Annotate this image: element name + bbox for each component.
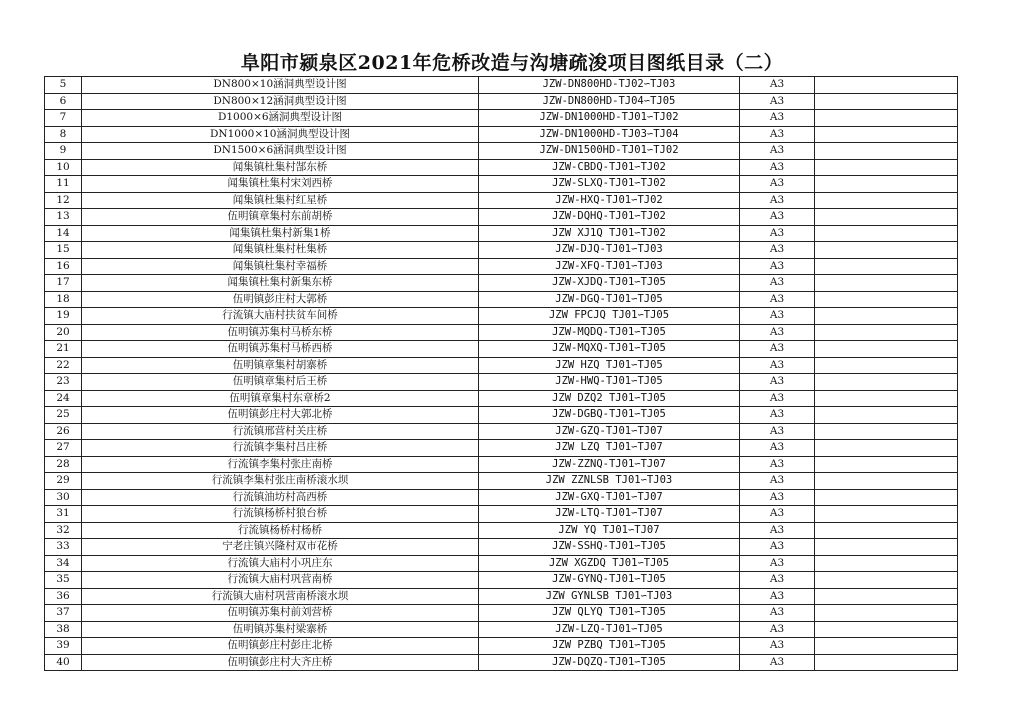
drawing-name-cell: 宁老庄镇兴隆村双市花桥 (82, 539, 479, 556)
remarks-cell (815, 605, 958, 622)
remarks-cell (815, 324, 958, 341)
row-number-cell: 40 (45, 654, 82, 671)
remarks-cell (815, 489, 958, 506)
table-row (45, 489, 958, 506)
drawing-code-cell: JZW-DGBQ-TJ01∽TJ05 (479, 407, 740, 424)
remarks-cell (815, 654, 958, 671)
drawing-code-cell: JZW-LTQ-TJ01∽TJ07 (479, 506, 740, 523)
table-row (45, 390, 958, 407)
row-number-cell: 35 (45, 572, 82, 589)
drawing-code-cell: JZW-SLXQ-TJ01∽TJ02 (479, 176, 740, 193)
remarks-cell (815, 473, 958, 490)
directory-body (45, 77, 958, 671)
drawing-name-cell: 行流镇杨桥村杨桥 (82, 522, 479, 539)
drawing-code-cell: JZW-CBDQ-TJ01∽TJ02 (479, 159, 740, 176)
remarks-cell (815, 588, 958, 605)
drawing-code-cell: JZW-DJQ-TJ01∽TJ03 (479, 242, 740, 259)
paper-size-cell: A3 (740, 159, 815, 176)
paper-size-cell: A3 (740, 440, 815, 457)
table-row (45, 159, 958, 176)
drawing-code-cell: JZW-DQZQ-TJ01∽TJ05 (479, 654, 740, 671)
drawing-name-cell: 行流镇大庙村巩营南桥 (82, 572, 479, 589)
row-number-cell: 9 (45, 143, 82, 160)
remarks-cell (815, 308, 958, 325)
paper-size-cell: A3 (740, 407, 815, 424)
drawing-name-cell: 行流镇李集村张庄南桥滚水坝 (82, 473, 479, 490)
row-number-cell: 7 (45, 110, 82, 127)
paper-size-cell: A3 (740, 588, 815, 605)
drawing-name-cell: 行流镇大庙村巩营南桥滚水坝 (82, 588, 479, 605)
drawing-name-cell: 行流镇油坊村高西桥 (82, 489, 479, 506)
drawing-name-cell: 行流镇大庙村小巩庄东 (82, 555, 479, 572)
paper-size-cell: A3 (740, 357, 815, 374)
paper-size-cell: A3 (740, 374, 815, 391)
remarks-cell (815, 506, 958, 523)
table-row (45, 588, 958, 605)
table-row (45, 242, 958, 259)
row-number-cell: 5 (45, 77, 82, 94)
paper-size-cell: A3 (740, 308, 815, 325)
drawing-code-cell: JZW QLYQ TJ01∽TJ05 (479, 605, 740, 622)
row-number-cell: 12 (45, 192, 82, 209)
table-row (45, 440, 958, 457)
paper-size-cell: A3 (740, 242, 815, 259)
drawing-code-cell: JZW-DN1000HD-TJ03∽TJ04 (479, 126, 740, 143)
table-row (45, 192, 958, 209)
paper-size-cell: A3 (740, 110, 815, 127)
drawing-code-cell: JZW-ZZNQ-TJ01∽TJ07 (479, 456, 740, 473)
drawing-code-cell: JZW-DGQ-TJ01∽TJ05 (479, 291, 740, 308)
remarks-cell (815, 258, 958, 275)
table-row (45, 110, 958, 127)
drawing-name-cell: 行流镇杨桥村狼台桥 (82, 506, 479, 523)
drawing-code-cell: JZW-XFQ-TJ01∽TJ03 (479, 258, 740, 275)
table-row (45, 143, 958, 160)
drawing-code-cell: JZW-HWQ-TJ01∽TJ05 (479, 374, 740, 391)
drawing-name-cell: 闻集镇杜集村幸福桥 (82, 258, 479, 275)
drawing-directory-table (44, 76, 958, 671)
remarks-cell (815, 242, 958, 259)
remarks-cell (815, 555, 958, 572)
table-row (45, 539, 958, 556)
paper-size-cell: A3 (740, 209, 815, 226)
row-number-cell: 33 (45, 539, 82, 556)
drawing-code-cell: JZW HZQ TJ01∽TJ05 (479, 357, 740, 374)
paper-size-cell: A3 (740, 506, 815, 523)
remarks-cell (815, 539, 958, 556)
table-row (45, 605, 958, 622)
drawing-name-cell: 伍明镇章集村东前胡桥 (82, 209, 479, 226)
paper-size-cell: A3 (740, 621, 815, 638)
table-row (45, 225, 958, 242)
paper-size-cell: A3 (740, 291, 815, 308)
remarks-cell (815, 423, 958, 440)
remarks-cell (815, 209, 958, 226)
table-row (45, 506, 958, 523)
paper-size-cell: A3 (740, 572, 815, 589)
table-row (45, 258, 958, 275)
drawing-name-cell: 闻集镇杜集村红星桥 (82, 192, 479, 209)
row-number-cell: 36 (45, 588, 82, 605)
table-row (45, 572, 958, 589)
paper-size-cell: A3 (740, 423, 815, 440)
remarks-cell (815, 93, 958, 110)
drawing-code-cell: JZW GYNLSB TJ01∽TJ03 (479, 588, 740, 605)
drawing-name-cell: 行流镇李集村张庄南桥 (82, 456, 479, 473)
row-number-cell: 20 (45, 324, 82, 341)
drawing-name-cell: D1000×6涵洞典型设计图 (82, 110, 479, 127)
drawing-name-cell: 伍明镇彭庄村大齐庄桥 (82, 654, 479, 671)
remarks-cell (815, 341, 958, 358)
row-number-cell: 13 (45, 209, 82, 226)
table-row (45, 374, 958, 391)
row-number-cell: 30 (45, 489, 82, 506)
drawing-code-cell: JZW-XJDQ-TJ01∽TJ05 (479, 275, 740, 292)
paper-size-cell: A3 (740, 638, 815, 655)
paper-size-cell: A3 (740, 77, 815, 94)
remarks-cell (815, 456, 958, 473)
table-row (45, 621, 958, 638)
table-row (45, 638, 958, 655)
drawing-name-cell: 伍明镇彭庄村彭庄北桥 (82, 638, 479, 655)
paper-size-cell: A3 (740, 225, 815, 242)
table-row (45, 93, 958, 110)
row-number-cell: 38 (45, 621, 82, 638)
remarks-cell (815, 159, 958, 176)
remarks-cell (815, 572, 958, 589)
drawing-code-cell: JZW-GZQ-TJ01∽TJ07 (479, 423, 740, 440)
drawing-name-cell: 伍明镇彭庄村大郭北桥 (82, 407, 479, 424)
remarks-cell (815, 374, 958, 391)
table-row (45, 126, 958, 143)
drawing-code-cell: JZW-DN800HD-TJ02∽TJ03 (479, 77, 740, 94)
drawing-name-cell: 伍明镇苏集村前刘营桥 (82, 605, 479, 622)
drawing-name-cell: 伍明镇章集村后王桥 (82, 374, 479, 391)
remarks-cell (815, 291, 958, 308)
paper-size-cell: A3 (740, 176, 815, 193)
row-number-cell: 27 (45, 440, 82, 457)
row-number-cell: 19 (45, 308, 82, 325)
drawing-name-cell: 闻集镇杜集村杜集桥 (82, 242, 479, 259)
drawing-name-cell: DN800×12涵洞典型设计图 (82, 93, 479, 110)
drawing-name-cell: DN800×10涵洞典型设计图 (82, 77, 479, 94)
drawing-code-cell: JZW-DQHQ-TJ01∽TJ02 (479, 209, 740, 226)
remarks-cell (815, 638, 958, 655)
row-number-cell: 39 (45, 638, 82, 655)
remarks-cell (815, 77, 958, 94)
drawing-code-cell: JZW FPCJQ TJ01∽TJ05 (479, 308, 740, 325)
table-row (45, 209, 958, 226)
paper-size-cell: A3 (740, 522, 815, 539)
row-number-cell: 15 (45, 242, 82, 259)
row-number-cell: 6 (45, 93, 82, 110)
paper-size-cell: A3 (740, 539, 815, 556)
drawing-code-cell: JZW-MQDQ-TJ01∽TJ05 (479, 324, 740, 341)
drawing-name-cell: 伍明镇苏集村马桥东桥 (82, 324, 479, 341)
drawing-name-cell: 行流镇邢营村关庄桥 (82, 423, 479, 440)
drawing-name-cell: 行流镇李集村吕庄桥 (82, 440, 479, 457)
row-number-cell: 34 (45, 555, 82, 572)
table-row (45, 423, 958, 440)
paper-size-cell: A3 (740, 341, 815, 358)
row-number-cell: 18 (45, 291, 82, 308)
remarks-cell (815, 110, 958, 127)
drawing-name-cell: 闻集镇杜集村新集1桥 (82, 225, 479, 242)
drawing-name-cell: 伍明镇彭庄村大郭桥 (82, 291, 479, 308)
row-number-cell: 14 (45, 225, 82, 242)
drawing-code-cell: JZW-SSHQ-TJ01∽TJ05 (479, 539, 740, 556)
drawing-code-cell: JZW-DN1000HD-TJ01∽TJ02 (479, 110, 740, 127)
row-number-cell: 8 (45, 126, 82, 143)
row-number-cell: 24 (45, 390, 82, 407)
table-row (45, 522, 958, 539)
remarks-cell (815, 176, 958, 193)
row-number-cell: 11 (45, 176, 82, 193)
table-row (45, 456, 958, 473)
row-number-cell: 32 (45, 522, 82, 539)
drawing-name-cell: 伍明镇苏集村马桥西桥 (82, 341, 479, 358)
table-row (45, 654, 958, 671)
drawing-name-cell: 伍明镇章集村东章桥2 (82, 390, 479, 407)
drawing-code-cell: JZW LZQ TJ01∽TJ07 (479, 440, 740, 457)
row-number-cell: 28 (45, 456, 82, 473)
drawing-code-cell: JZW PZBQ TJ01∽TJ05 (479, 638, 740, 655)
row-number-cell: 21 (45, 341, 82, 358)
paper-size-cell: A3 (740, 275, 815, 292)
remarks-cell (815, 225, 958, 242)
paper-size-cell: A3 (740, 489, 815, 506)
row-number-cell: 17 (45, 275, 82, 292)
row-number-cell: 25 (45, 407, 82, 424)
remarks-cell (815, 621, 958, 638)
paper-size-cell: A3 (740, 456, 815, 473)
drawing-code-cell: JZW-GXQ-TJ01∽TJ07 (479, 489, 740, 506)
drawing-name-cell: 闻集镇杜集村宋刘西桥 (82, 176, 479, 193)
drawing-code-cell: JZW YQ TJ01∽TJ07 (479, 522, 740, 539)
table-row (45, 324, 958, 341)
table-row (45, 407, 958, 424)
drawing-name-cell: 伍明镇章集村胡寨桥 (82, 357, 479, 374)
remarks-cell (815, 126, 958, 143)
remarks-cell (815, 522, 958, 539)
table-row (45, 275, 958, 292)
paper-size-cell: A3 (740, 654, 815, 671)
table-row (45, 473, 958, 490)
paper-size-cell: A3 (740, 126, 815, 143)
row-number-cell: 26 (45, 423, 82, 440)
drawing-name-cell: DN1000×10涵洞典型设计图 (82, 126, 479, 143)
table-row (45, 176, 958, 193)
remarks-cell (815, 143, 958, 160)
remarks-cell (815, 357, 958, 374)
paper-size-cell: A3 (740, 605, 815, 622)
drawing-name-cell: 闻集镇杜集村郜东桥 (82, 159, 479, 176)
paper-size-cell: A3 (740, 143, 815, 160)
table-row (45, 308, 958, 325)
drawing-code-cell: JZW-DN1500HD-TJ01∽TJ02 (479, 143, 740, 160)
row-number-cell: 29 (45, 473, 82, 490)
drawing-name-cell: 伍明镇苏集村梁寨桥 (82, 621, 479, 638)
paper-size-cell: A3 (740, 324, 815, 341)
paper-size-cell: A3 (740, 390, 815, 407)
paper-size-cell: A3 (740, 192, 815, 209)
row-number-cell: 22 (45, 357, 82, 374)
drawing-code-cell: JZW-GYNQ-TJ01∽TJ05 (479, 572, 740, 589)
table-row (45, 357, 958, 374)
drawing-code-cell: JZW-DN800HD-TJ04∽TJ05 (479, 93, 740, 110)
remarks-cell (815, 275, 958, 292)
table-row (45, 555, 958, 572)
drawing-code-cell: JZW XGZDQ TJ01∽TJ05 (479, 555, 740, 572)
remarks-cell (815, 192, 958, 209)
paper-size-cell: A3 (740, 258, 815, 275)
row-number-cell: 31 (45, 506, 82, 523)
drawing-name-cell: 闻集镇杜集村新集东桥 (82, 275, 479, 292)
drawing-name-cell: DN1500×6涵洞典型设计图 (82, 143, 479, 160)
row-number-cell: 16 (45, 258, 82, 275)
page-title: 阜阳市颍泉区2021年危桥改造与沟塘疏浚项目图纸目录（二） (240, 52, 784, 74)
row-number-cell: 10 (45, 159, 82, 176)
drawing-code-cell: JZW ZZNLSB TJ01∽TJ03 (479, 473, 740, 490)
remarks-cell (815, 390, 958, 407)
remarks-cell (815, 440, 958, 457)
drawing-code-cell: JZW-HXQ-TJ01∽TJ02 (479, 192, 740, 209)
drawing-code-cell: JZW-MQXQ-TJ01∽TJ05 (479, 341, 740, 358)
table-row (45, 291, 958, 308)
drawing-code-cell: JZW DZQ2 TJ01∽TJ05 (479, 390, 740, 407)
row-number-cell: 23 (45, 374, 82, 391)
paper-size-cell: A3 (740, 93, 815, 110)
remarks-cell (815, 407, 958, 424)
drawing-code-cell: JZW XJ1Q TJ01∽TJ02 (479, 225, 740, 242)
drawing-code-cell: JZW-LZQ-TJ01∽TJ05 (479, 621, 740, 638)
paper-size-cell: A3 (740, 555, 815, 572)
drawing-name-cell: 行流镇大庙村扶贫车间桥 (82, 308, 479, 325)
table-row (45, 77, 958, 94)
table-row (45, 341, 958, 358)
paper-size-cell: A3 (740, 473, 815, 490)
row-number-cell: 37 (45, 605, 82, 622)
